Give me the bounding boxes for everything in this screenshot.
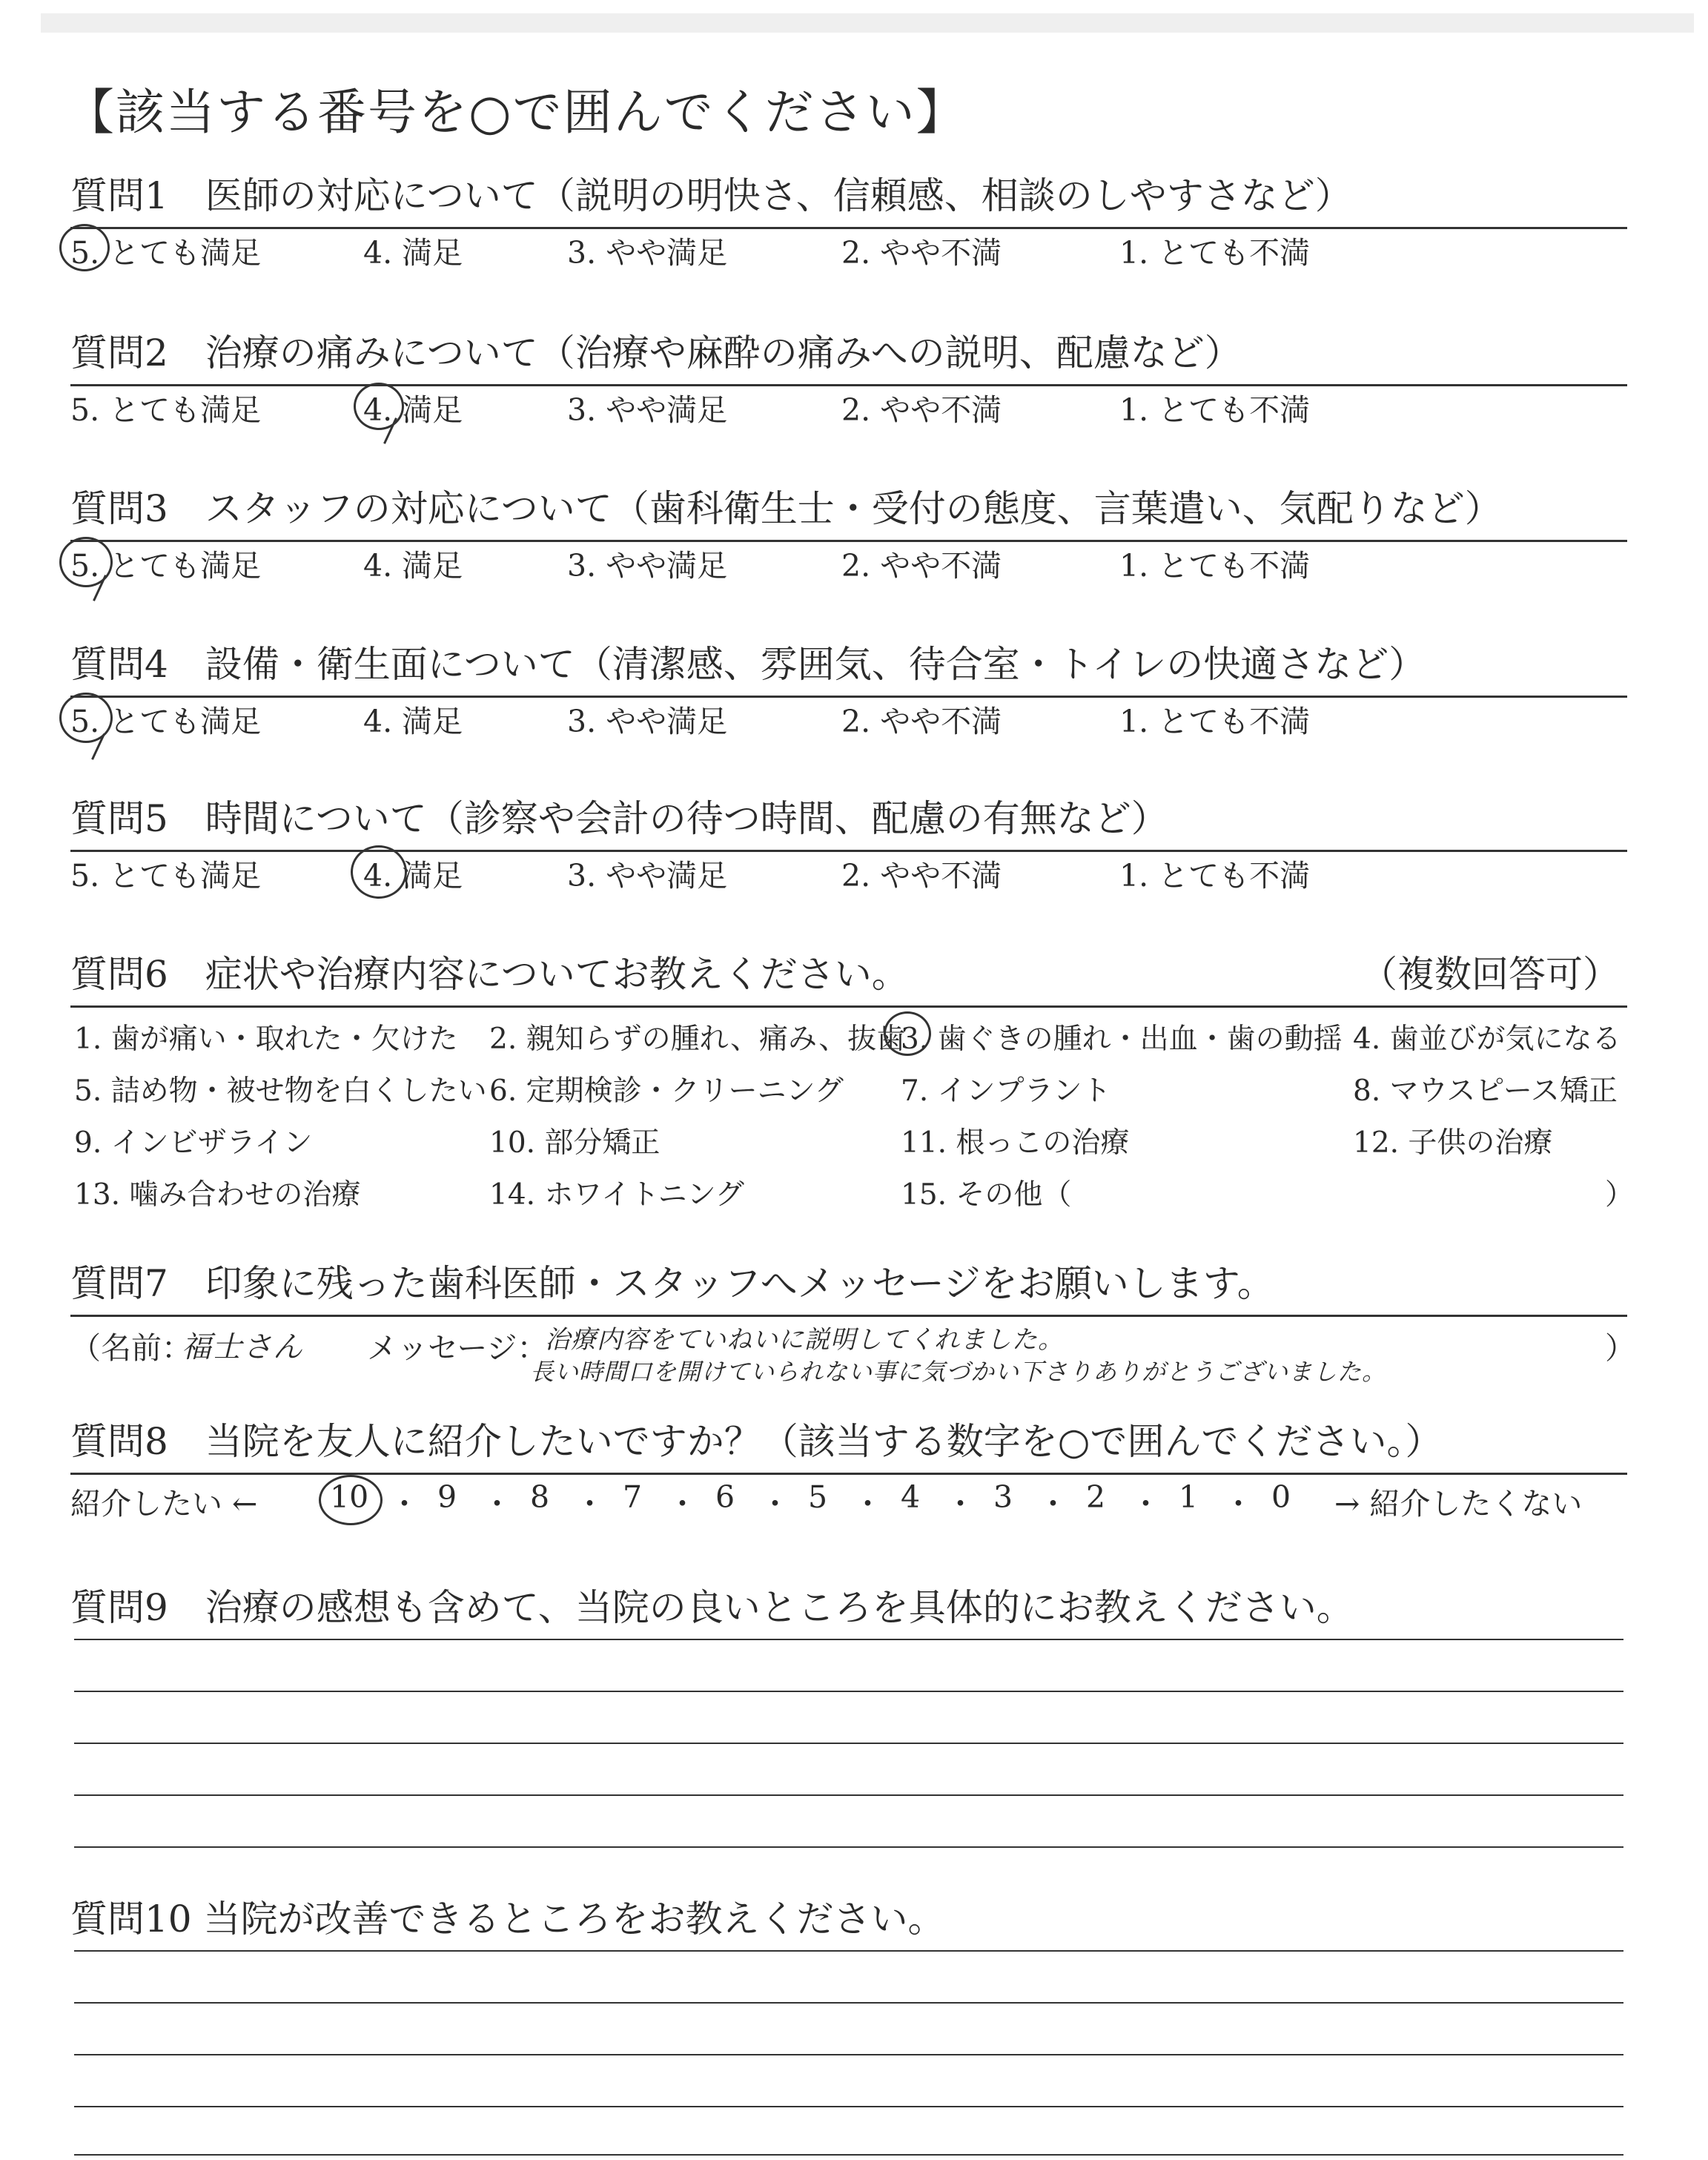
selection-circle	[319, 1475, 383, 1525]
option-1[interactable]: 1. とても不満	[1119, 548, 1311, 584]
symptom-11[interactable]: 11. 根っこの治療	[901, 1126, 1130, 1160]
scale-6[interactable]: 6	[715, 1479, 735, 1515]
question-title: 質問10 当院が改善できるところをお教えください。	[70, 1898, 945, 1941]
question-underline	[70, 1005, 1627, 1008]
message-label: メッセージ：	[367, 1330, 548, 1366]
option-2[interactable]: 2. やや不満	[841, 235, 1002, 271]
message-block	[70, 1324, 1635, 1405]
option-4[interactable]: 4. 満足	[363, 548, 463, 584]
option-5[interactable]: 5. とても満足	[70, 235, 262, 271]
message-close-paren: ）	[1605, 1330, 1635, 1366]
option-4[interactable]: 4. 満足	[363, 235, 463, 271]
symptom-15-other[interactable]: 15. その他（	[901, 1178, 1072, 1212]
question-4	[70, 638, 1627, 743]
rating-options	[70, 691, 1627, 743]
option-2[interactable]: 2. やや不満	[841, 392, 1002, 428]
scan-top-edge	[41, 13, 1694, 33]
option-1[interactable]: 1. とても不満	[1119, 858, 1311, 894]
symptom-2[interactable]: 2. 親知らずの腫れ、痛み、抜歯	[489, 1023, 906, 1056]
scale-dot: ・	[575, 1486, 605, 1522]
scale-5[interactable]: 5	[808, 1479, 828, 1515]
answer-line[interactable]	[74, 1691, 1623, 1692]
question-title: 質問2 治療の痛みについて（治療や麻酔の痛みへの説明、配慮など）	[70, 331, 1242, 374]
question-title: 質問1 医師の対応について（説明の明快さ、信頼感、相談のしやすさなど）	[70, 174, 1352, 217]
name-value[interactable]: 福士さん	[182, 1330, 303, 1364]
answer-line[interactable]	[74, 1950, 1623, 1952]
question-underline	[70, 1315, 1627, 1317]
scale-dot: ・	[760, 1486, 790, 1522]
answer-line[interactable]	[74, 2054, 1623, 2055]
scale-dot: ・	[667, 1486, 698, 1522]
scale-dot: ・	[1038, 1486, 1068, 1522]
symptom-7[interactable]: 7. インプラント	[901, 1074, 1111, 1108]
scale-dot: ・	[389, 1486, 420, 1522]
option-4[interactable]: 4. 満足	[363, 858, 463, 894]
question-title: 質問4 設備・衛生面について（清潔感、雰囲気、待合室・トイレの快適さなど）	[70, 643, 1426, 686]
answer-line[interactable]	[74, 2002, 1623, 2004]
scale-2[interactable]: 2	[1086, 1479, 1106, 1515]
rating-options	[70, 845, 1627, 897]
question-title: 質問3 スタッフの対応について（歯科衛生士・受付の態度、言葉遣い、気配りなど）	[70, 487, 1502, 530]
question-title: 質問7 印象に残った歯科医師・スタッフへメッセージをお願いします。	[70, 1262, 1274, 1305]
option-5[interactable]: 5. とても満足	[70, 548, 262, 584]
rating-options	[70, 535, 1627, 587]
option-3[interactable]: 3. やや満足	[567, 704, 728, 739]
symptom-13[interactable]: 13. 噛み合わせの治療	[74, 1178, 361, 1212]
question-title: 質問5 時間について（診察や会計の待つ時間、配慮の有無など）	[70, 797, 1168, 840]
option-4[interactable]: 4. 満足	[363, 392, 463, 428]
symptom-12[interactable]: 12. 子供の治療	[1353, 1126, 1553, 1160]
scale-9[interactable]: 9	[437, 1479, 457, 1515]
recommend-scale	[70, 1479, 1635, 1524]
multiple-answer-note: （複数回答可）	[1360, 953, 1620, 996]
scale-dot: ・	[945, 1486, 976, 1522]
scale-1[interactable]: 1	[1179, 1479, 1199, 1515]
selection-circle	[351, 845, 407, 899]
rating-options	[70, 222, 1627, 274]
scale-10[interactable]: 10	[330, 1479, 369, 1515]
option-5[interactable]: 5. とても満足	[70, 704, 262, 739]
symptom-5[interactable]: 5. 詰め物・被せ物を白くしたい	[74, 1074, 487, 1108]
scale-0[interactable]: 0	[1271, 1479, 1291, 1515]
option-1[interactable]: 1. とても不満	[1119, 704, 1311, 739]
scale-dot: ・	[1131, 1486, 1161, 1522]
selection-circle	[59, 224, 110, 271]
question-6	[70, 948, 1627, 1001]
option-3[interactable]: 3. やや満足	[567, 548, 728, 584]
page-heading: 【該当する番号を○で囲んでください】	[65, 84, 967, 141]
option-1[interactable]: 1. とても不満	[1119, 392, 1311, 428]
selection-circle	[354, 383, 404, 430]
scale-dot: ・	[482, 1486, 512, 1522]
option-3[interactable]: 3. やや満足	[567, 858, 728, 894]
other-close-paren: ）	[1605, 1178, 1635, 1212]
scale-right-label: → 紹介したくない	[1334, 1486, 1583, 1522]
option-5[interactable]: 5. とても満足	[70, 392, 262, 428]
symptom-options	[74, 1016, 1635, 1223]
option-3[interactable]: 3. やや満足	[567, 235, 728, 271]
selection-circle	[884, 1011, 931, 1056]
scale-4[interactable]: 4	[901, 1479, 921, 1515]
symptom-6[interactable]: 6. 定期検診・クリーニング	[489, 1074, 844, 1108]
question-underline	[70, 1473, 1627, 1475]
option-3[interactable]: 3. やや満足	[567, 392, 728, 428]
option-1[interactable]: 1. とても不満	[1119, 235, 1311, 271]
scale-8[interactable]: 8	[530, 1479, 550, 1515]
symptom-9[interactable]: 9. インビザライン	[74, 1126, 313, 1160]
symptom-14[interactable]: 14. ホワイトニング	[489, 1178, 744, 1212]
option-4[interactable]: 4. 満足	[363, 704, 463, 739]
option-2[interactable]: 2. やや不満	[841, 858, 1002, 894]
scale-left-label: 紹介したい ←	[70, 1486, 258, 1522]
question-title: 質問6 症状や治療内容についてお教えください。	[70, 953, 909, 996]
question-title: 質問9 治療の感想も含めて、当院の良いところを具体的にお教えください。	[70, 1586, 1354, 1629]
symptom-3[interactable]: 3. 歯ぐきの腫れ・出血・歯の動揺	[901, 1023, 1343, 1056]
symptom-10[interactable]: 10. 部分矯正	[489, 1126, 661, 1160]
symptom-4[interactable]: 4. 歯並びが気になる	[1353, 1023, 1621, 1056]
answer-line[interactable]	[74, 1794, 1623, 1796]
answer-line[interactable]	[74, 2106, 1623, 2107]
name-label: （名前：	[70, 1330, 192, 1366]
symptom-1[interactable]: 1. 歯が痛い・取れた・欠けた	[74, 1023, 458, 1056]
option-2[interactable]: 2. やや不満	[841, 704, 1002, 739]
question-5	[70, 792, 1627, 897]
answer-line[interactable]	[74, 1743, 1623, 1744]
message-line-2[interactable]: 長い時間口を開けていられない事に気づかい下さりありがとうございました。	[530, 1358, 1387, 1386]
symptom-8[interactable]: 8. マウスピース矯正	[1353, 1074, 1618, 1108]
answer-line[interactable]	[74, 2154, 1623, 2156]
answer-line[interactable]	[74, 1639, 1623, 1640]
message-line-1[interactable]: 治療内容をていねいに説明してくれました。	[545, 1325, 1064, 1355]
question-10	[70, 1892, 1627, 1946]
scale-3[interactable]: 3	[993, 1479, 1013, 1515]
rating-options	[70, 380, 1627, 432]
question-2	[70, 326, 1627, 432]
scale-dot: ・	[1223, 1486, 1254, 1522]
scale-7[interactable]: 7	[623, 1479, 643, 1515]
question-1	[70, 169, 1627, 274]
question-title: 質問8 当院を友人に紹介したいですか？（該当する数字を○で囲んでください。）	[70, 1420, 1443, 1463]
question-3	[70, 482, 1627, 587]
answer-line[interactable]	[74, 1846, 1623, 1848]
question-8	[70, 1415, 1627, 1468]
question-9	[70, 1581, 1627, 1634]
scale-dot: ・	[853, 1486, 883, 1522]
question-7	[70, 1257, 1627, 1310]
option-2[interactable]: 2. やや不満	[841, 548, 1002, 584]
option-5[interactable]: 5. とても満足	[70, 858, 262, 894]
